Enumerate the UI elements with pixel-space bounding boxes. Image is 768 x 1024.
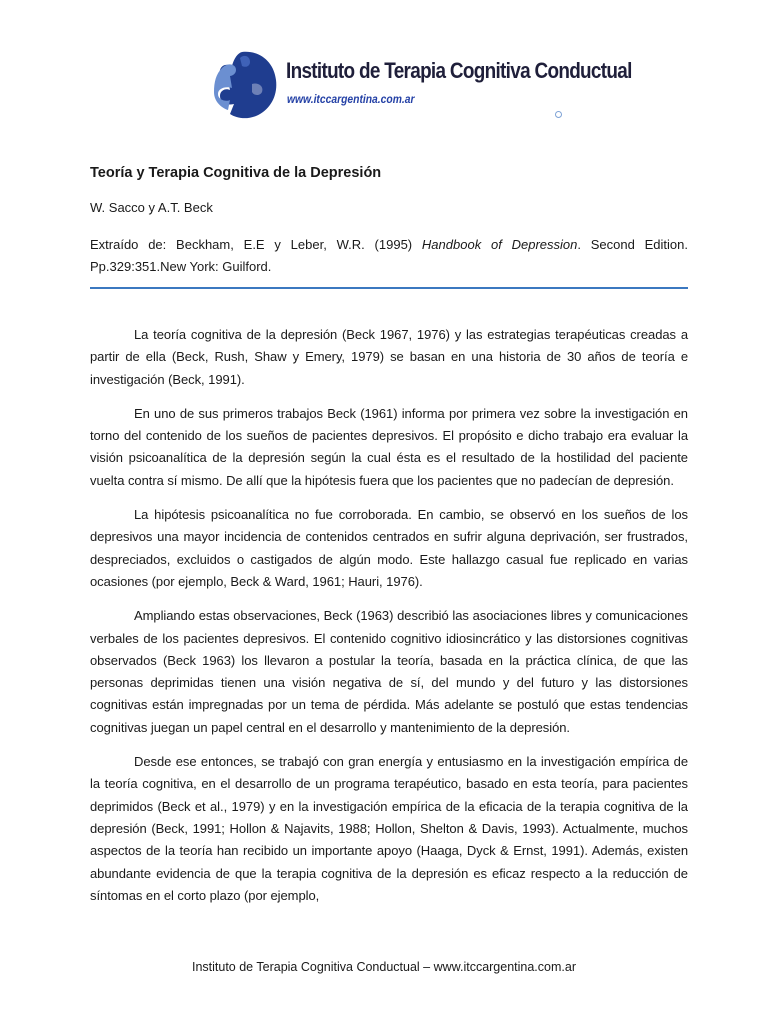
- document-title: Teoría y Terapia Cognitiva de la Depresión: [90, 165, 382, 181]
- header-divider: [90, 287, 688, 289]
- page-footer: Instituto de Terapia Cognitiva Conductual – www.itccargentina.com.ar: [191, 960, 576, 974]
- body-paragraph: Desde ese entonces, se trabajó con gran energía y entusiasmo en la investigación empírica de la teoría cognitiva, en el desarrollo de un programa terapéutico, basado en esta teoría, para pacientes deprimidos (Beck et al., 1979) y en la investigación empírica de la eficacia de la terapia cognitiva de la depresión (Beck, 1991; Hollon & Najavits, 1988; Hollon, Shelton & Davis, 1993). Actualmente, muchos aspectos de la teoría han recibido un importante apoyo (Haaga, Dyck & Ernst, 1991). Además, existen abundante evidencia de que la terapia cognitiva de la depresión es eficaz respecto a la reducción de síntomas en el corto plazo (por ejemplo,: [90, 754, 688, 903]
- body-paragraph: En uno de sus primeros trabajos Beck (1961) informa por primera vez sobre la investigación en torno del contenido de los sueños de pacientes depresivos. El propósito e dicho trabajo era evaluar la visión psicoanalítica de la depresión según la cual ésta es el resultado de la hostilidad del paciente vuelta contra sí mismo. De allí que la hipótesis fuera que los pacientes que no padecían de depresión.: [90, 405, 688, 488]
- document-header: [90, 162, 688, 274]
- body-paragraph: La hipótesis psicoanalítica no fue corroborada. En cambio, se observó en los sueños de los depresivos una mayor incidencia de contenidos centrados en sufrir alguna deprivación, ser frustrados, despreciados, excluidos o castigados de algún modo. Este hallazgo casual fue replicado en varias ocasiones (por ejemplo, Beck & Ward, 1961; Hauri, 1976).: [90, 507, 688, 589]
- document-source: [90, 234, 688, 278]
- document-body: [90, 324, 688, 919]
- logo-title: Instituto de Terapia Cognitiva Conductual: [286, 58, 632, 83]
- body-paragraph: Ampliando estas observaciones, Beck (1963) describió las asociaciones libres y comunicaciones verbales de los pacientes depresivos. El contenido cognitivo idiosincrático y las distorsiones cognitivas observados (Beck 1963) los llevaron a postular la teoría, basada en la práctica clínica, de que las personas deprimidas tienen una visión negativa de sí, del mundo y del futuro y las distorsiones cognitivas están impregnadas por un tema de pérdida. Más adelante se postuló que estas tendencias cognitivas juegan un papel central en el desarrollo y mantenimiento de la depresión.: [90, 608, 688, 735]
- source-prefix: Extraído de: Beckham, E.E y Leber, W.R. (1995): [90, 237, 422, 252]
- logo-url[interactable]: www.itccargentina.com.ar: [287, 92, 415, 106]
- registered-mark-icon: [555, 111, 562, 118]
- source-book-title: Handbook of Depression: [421, 237, 578, 252]
- source-suffix: . Second Edition. Pp.329:351.New York: Guilford.: [90, 237, 688, 274]
- puzzle-head-icon: [212, 48, 280, 120]
- document-authors: W. Sacco y A.T. Beck: [90, 200, 213, 215]
- institute-logo: [212, 48, 632, 120]
- body-paragraph: La teoría cognitiva de la depresión (Beck 1967, 1976) y las estrategias terapéuticas creadas a partir de ella (Beck, Rush, Shaw y Emery, 1979) se basan en una historia de 30 años de teoría e investigación (Beck, 1991).: [90, 327, 688, 387]
